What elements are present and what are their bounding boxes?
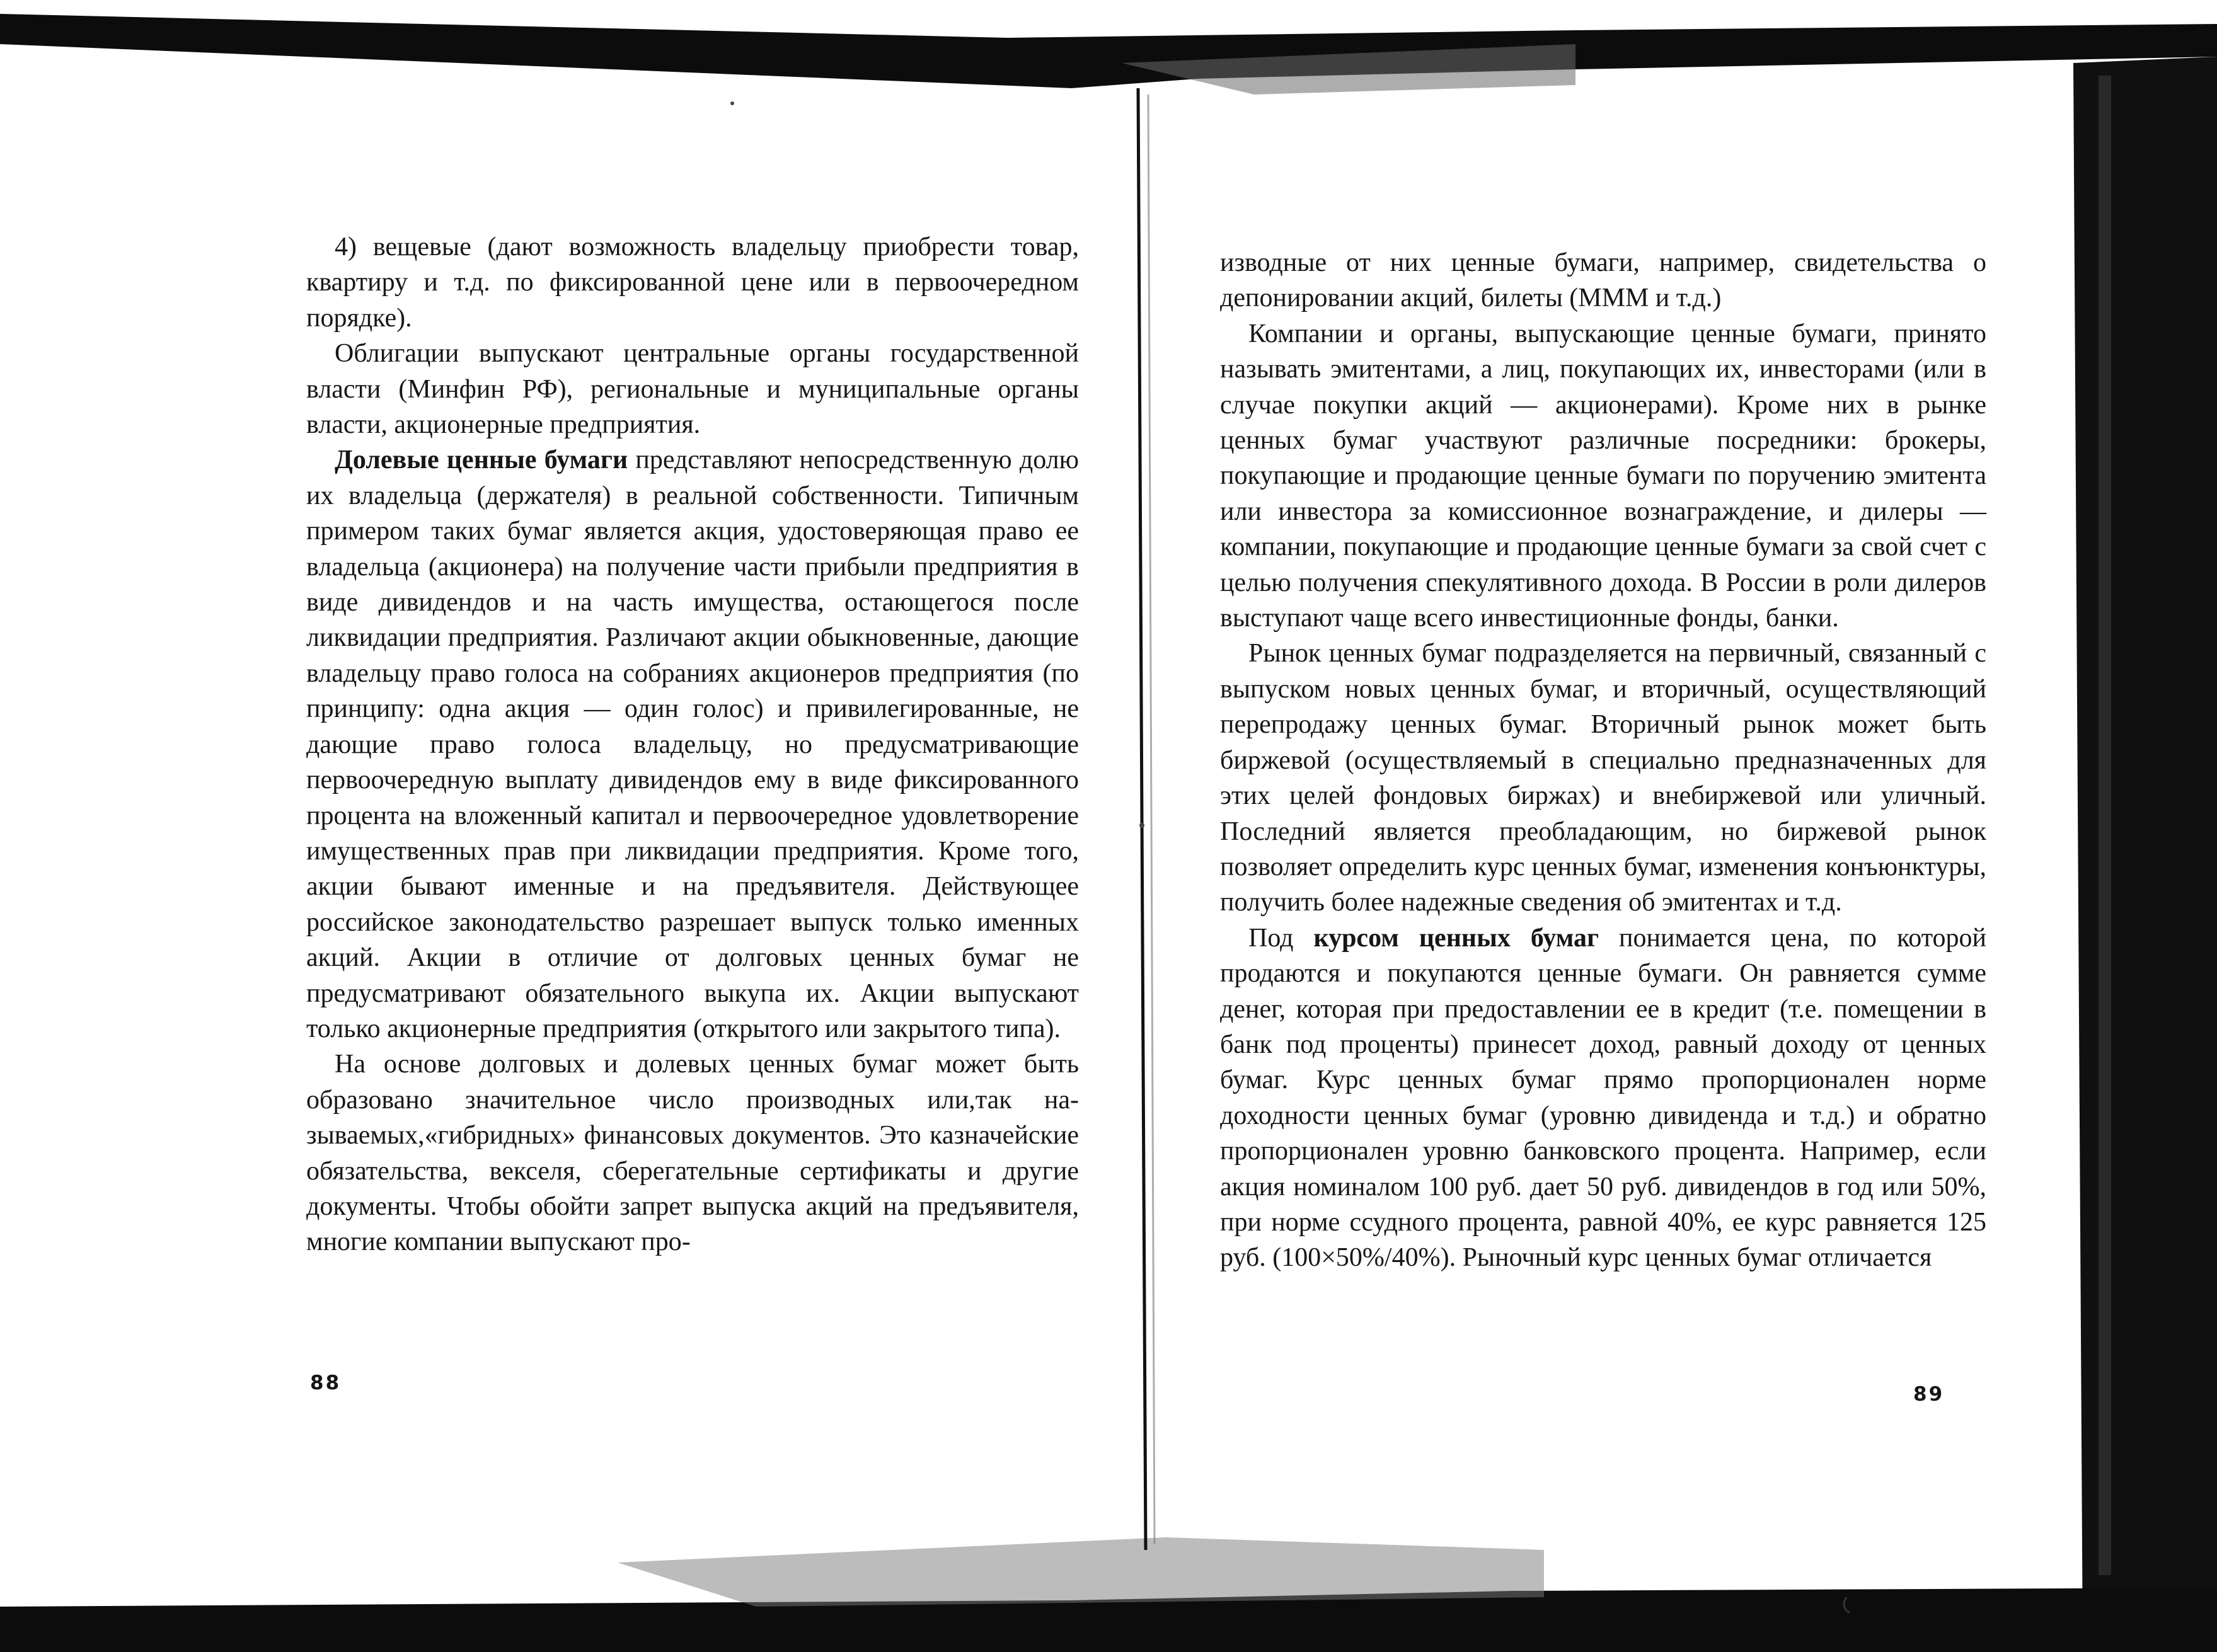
left-paragraph-3 [306,442,1079,1047]
left-paragraph-3-body: представляют непосредственную долю их владельца (держателя) в реальной собственности. Типичным примером таких бумаг является акция, удостоверяющая право ее владельца (акционера) на получение части прибыли предприятия в виде дивидендов и на часть имущества, остающегося после ликвидации предприятия. Различают акции обыкновенные, дающие владельцу право голоса на собраниях акционеров предприятия (по принципу: одна акция — один голос) и привилегированные, не дающие право голоса владельцу, но предусматривающие первоочередную выплату дивидендов ему в виде фиксированного процента на вложенный капитал и первоочередное удовлетворение имущественных прав при ликвидации предприятия. Кроме того, акции бывают именные и на предъявителя. Действующее российское законодательство разрешает выпуск только именных акций. Акции в отличие от долговых ценных бумаг не предусматривают обязательного выкупа их. Акции выпускают только акционерные предприятия (открытого или закрытого типа). [306,445,1079,1043]
left-page [306,229,1079,1260]
right-page [1220,245,1986,1276]
page-number-right: 89 [1913,1383,1945,1406]
term-securities-rate: курсом ценных бумаг [1313,923,1599,953]
left-paragraph-2: Облигации выпускают центральные органы государственной власти (Минфин РФ), региональные и муниципальные органы власти, акционерные предприятия. [306,339,1079,440]
bottom-halftone-shadow [618,1537,1544,1607]
right-gray-border [2099,76,2111,1575]
page-number-left: 88 [310,1372,342,1394]
right-paragraph-4-lead: Под [1248,923,1314,953]
right-paragraph-2: Компании и органы, выпускающие ценные бумаги, принято называть эмитентами, а лиц, покупающих их, инвесторами (или в случае покупки акций — акционерами). Кроме них в рынке ценных бумаг участвуют различные посредники: брокеры, покупающие и продающие ценные бумаги по поручению эмитента или инвестора за комиссионное вознаграждение, и дилеры — компании, покупающие и продающие ценные бумаги за свой счет с целью получения спекулятивного дохода. В России в роли дилеров выступают чаще всего инвестиционные фонды, банки. [1220,319,1986,633]
binding-gutter-shadow [1148,95,1155,1544]
right-paragraph-1: изводные от них ценные бумаги, например, свидетельства о депонировании акций, билеты (МММ и т.д.) [1220,248,1986,313]
top-shadow [0,14,2217,88]
speck [1139,823,1144,828]
right-paragraph-3: Рынок ценных бумаг подразделяется на первичный, связанный с выпуском новых ценных бумаг, и вторичный, осуществляющий перепродажу ценных бумаг. Вторичный рынок может быть биржевой (осуществляемый в специально предназначенных для этих целей фондовых биржах) и внебиржевой или уличный. Последний является преобладающим, но биржевой рынок позволяет определить курс ценных бумаг, изменения конъюнктуры, получить более надежные сведения об эмитентах и т.д. [1220,639,1986,917]
right-paragraph-4-body: понимается цена, по которой продаются и покупаются ценные бумаги. Он равняется сумме денег, которая при предоставлении ее в кредит (т.е. помещении в банк под проценты) принесет доход, равный доходу от ценных бумаг. Курс ценных бумаг прямо пропорционален норме доходности ценных бумаг (уровню дивиденда и т.д.) и обратно пропорционален уровню банковского процента. Например, если акция номиналом 100 руб. дает 50 руб. дивидендов в год или 50%, при норме ссудного процента, равной 40%, ее курс равняется 125 руб. (100×50%/40%). Рыночный курс ценных бумаг отличается [1220,923,1986,1273]
binding-gutter [1138,88,1146,1550]
right-paragraph-4 [1220,921,1986,1276]
left-paragraph-1: 4) вещевые (дают возможность владельцу приобрести товар, квартиру и т.д. по фиксированной цене или в первоочередном порядке). [306,232,1079,333]
right-shadow [2073,57,2217,1652]
term-equity-securities: Долевые ценные бумаги [335,445,628,475]
speck [730,101,734,105]
left-paragraph-4: На основе долговых и долевых ценных бумаг может быть образовано значительное число производных или,так называемых,«гибридных» финансовых документов. Это казначейские обязательства, векселя, сберегательные сертификаты и другие документы. Чтобы обойти запрет выпуска акций на предъявителя, многие компании выпускают про- [306,1050,1079,1257]
